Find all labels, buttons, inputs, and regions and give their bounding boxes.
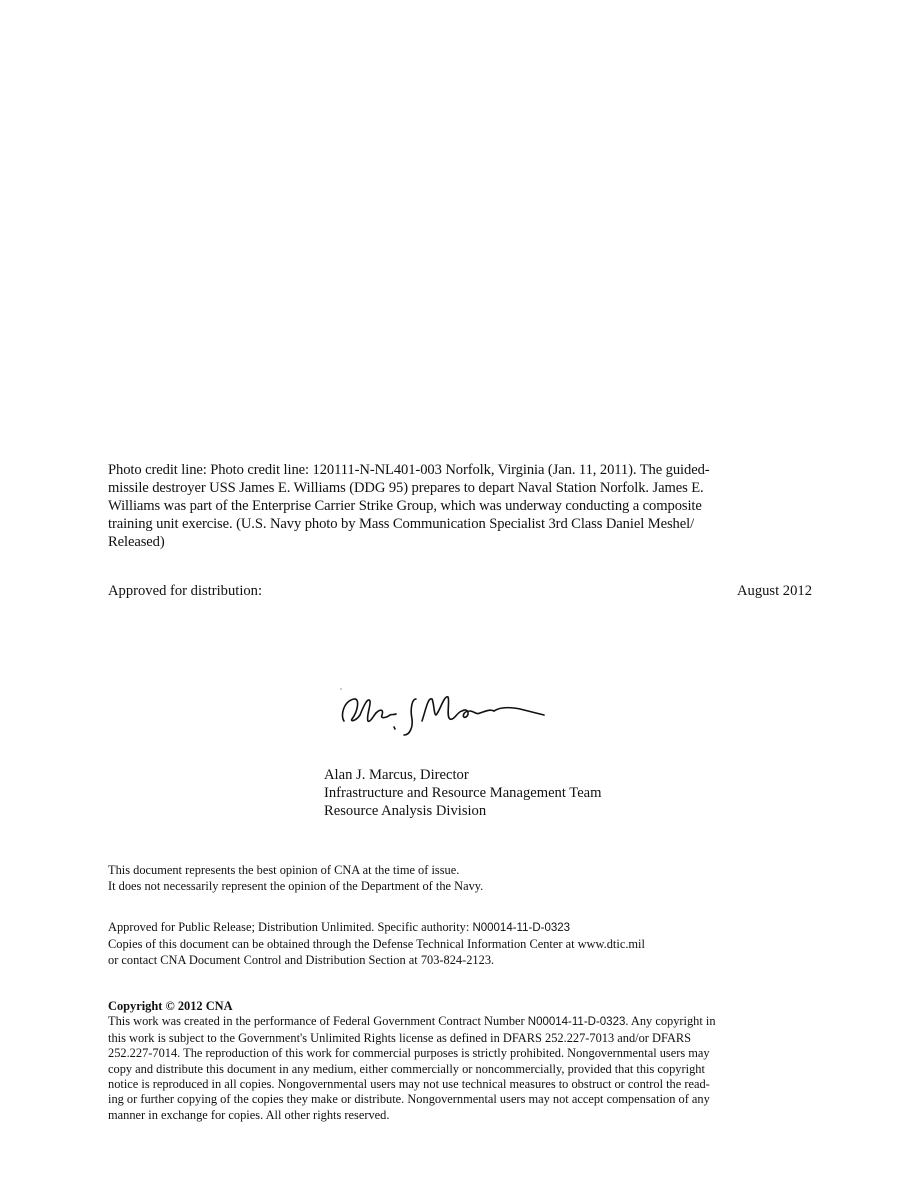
opinion-line: This document represents the best opinion of CNA at the time of issue. xyxy=(108,863,460,877)
photo-credit-line: Photo credit line: Photo credit line: 120111-N-NL401-003 Norfolk, Virginia (Jan. 11, 2011). The guided- xyxy=(108,462,710,478)
signatory-name: Alan J. Marcus, Director xyxy=(324,767,469,783)
copyright-line-suffix: . Any copyright in xyxy=(625,1014,716,1029)
photo-credit-line: Released) xyxy=(108,534,165,550)
signature-image xyxy=(330,685,560,740)
approval-label: Approved for distribution: xyxy=(108,583,263,599)
copyright-line-prefix: This work was created in the performance of Federal Government Contract Number xyxy=(108,1014,528,1029)
opinion-line: It does not necessarily represent the opinion of the Department of the Navy. xyxy=(108,879,484,893)
photo-credit-line: training unit exercise. (U.S. Navy photo by Mass Communication Specialist 3rd Class Daniel Meshel/ xyxy=(108,516,695,532)
copyright-contract-number: N00014-11-D-0323 xyxy=(527,1016,626,1029)
release-line xyxy=(108,919,645,936)
copyright-line: notice is reproduced in all copies. Nongovernmental users may not use technical measures to obstruct or control the read- xyxy=(108,1077,710,1092)
copyright-heading: Copyright © 2012 CNA xyxy=(108,999,233,1013)
copyright-line: ing or further copying of the copies they make or distribute. Nongovernmental users may not accept compensation of any xyxy=(108,1092,710,1107)
signatory-block xyxy=(324,766,602,820)
contract-number: N00014-11-D-0323 xyxy=(472,922,571,934)
photo-credit xyxy=(108,461,814,551)
release-line: or contact CNA Document Control and Distribution Section at 703-824-2123. xyxy=(108,953,495,967)
copyright-line: copy and distribute this document in any medium, either commercially or noncommercially, provided that this copyright xyxy=(108,1061,705,1076)
release-statement xyxy=(108,919,645,968)
release-authority-text: Approved for Public Release; Distribution Unlimited. Specific authority: xyxy=(108,920,473,934)
copyright-line: 252.227-7014. The reproduction of this work for commercial purposes is strictly prohibited. Nongovernmental users may xyxy=(108,1046,710,1061)
release-line: Copies of this document can be obtained through the Defense Technical Information Center at www.dtic.mil xyxy=(108,937,645,951)
signature xyxy=(330,685,560,740)
photo-credit-line: Williams was part of the Enterprise Carrier Strike Group, which was underway conducting a composite xyxy=(108,498,702,514)
copyright-line: manner in exchange for copies. All other rights reserved. xyxy=(108,1107,390,1122)
opinion-disclaimer xyxy=(108,862,483,894)
approval-date: August 2012 xyxy=(737,583,812,599)
copyright-line: this work is subject to the Government's Unlimited Rights license as defined in DFARS 252.227-7013 and/or DFARS xyxy=(108,1030,692,1045)
copyright-line xyxy=(108,1014,814,1030)
signatory-division: Resource Analysis Division xyxy=(324,803,487,819)
photo-credit-line: missile destroyer USS James E. Williams (DDG 95) prepares to depart Naval Station Norfolk. James E. xyxy=(108,480,704,496)
signatory-team: Infrastructure and Resource Management Team xyxy=(324,785,602,801)
approval-row xyxy=(108,582,812,602)
copyright-notice xyxy=(108,999,814,1123)
